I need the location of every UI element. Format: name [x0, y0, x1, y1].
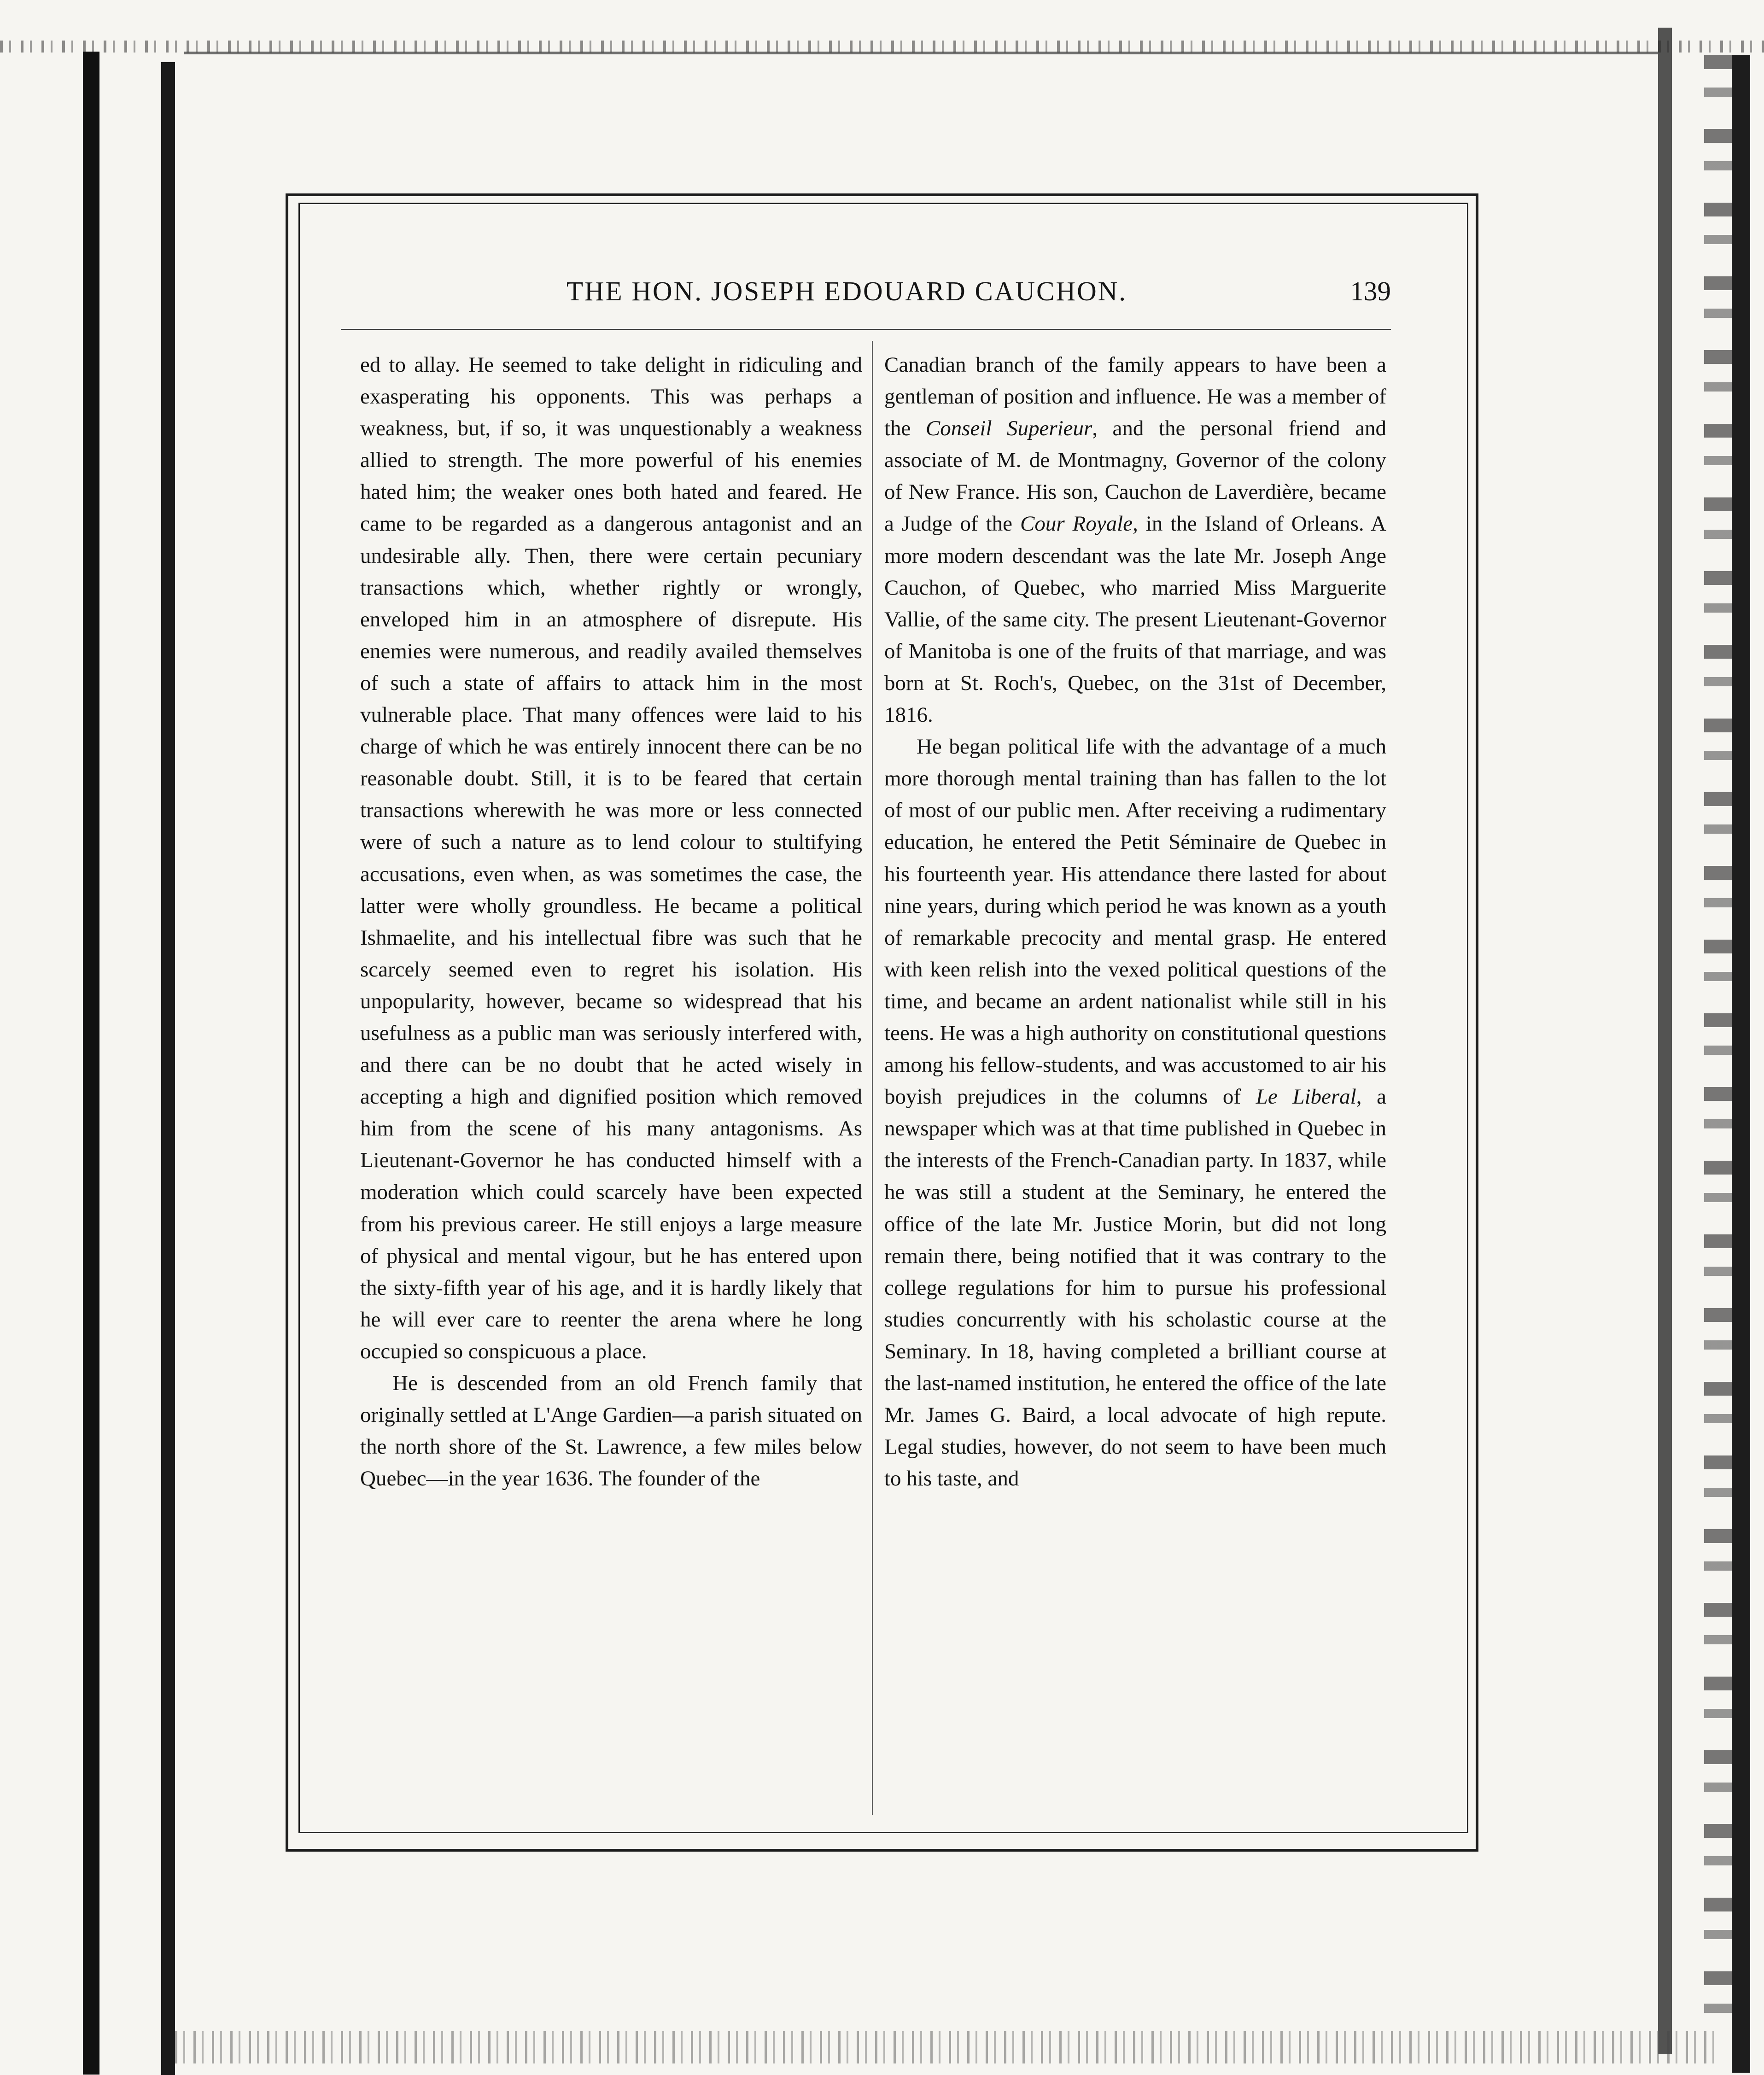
- column-divider: [872, 341, 873, 1815]
- text-run: He began political life with the advantage of a much more thorough mental training than has fallen to the lot of most of our public men. After receiving a rudimentary education, he entered the Petit Séminaire de Quebec in his fourteenth year. His attendance there lasted for about nine years, during which period he was known as a youth of remarkable precocity and mental grasp. He entered with keen relish into the vexed political questions of the time, and became an ardent nationalist while still in his teens. He was a high authority on constitutional questions among his fellow-students, and was accustomed to air his boyish prejudices in the columns of: [884, 735, 1386, 1109]
- text-run: Canadian branch of the family appears to have been a gentleman of position and influence. He was a member of the: [884, 353, 1386, 441]
- left-column: [360, 349, 862, 1828]
- page-number: 139: [1350, 276, 1391, 306]
- right-paragraph-1: [884, 349, 1386, 731]
- text-run: , in the Island of Orleans. A more modern descendant was the late Mr. Joseph Ange Cauchon, of Quebec, who married Miss Marguerite Vallie, of the same city. The present Lieutenant-Governor of Manitoba is one of the fruits of that marriage, and was born at St. Roch's, Quebec, on the 31st of December, 1816.: [884, 512, 1386, 727]
- italic-term: Cour Royale: [1020, 512, 1133, 536]
- page-header: [341, 275, 1391, 319]
- scan-top-edge: [0, 41, 1764, 53]
- left-paragraph-2: He is descended from an old French family that originally settled at L'Ange Gardien—a parish situated on the north shore of the St. Lawrence, a few miles below Quebec—in the year 1636. The founder of the: [360, 1371, 862, 1491]
- scan-right-strip: [1658, 28, 1672, 2054]
- text-run: , and the personal friend and associate of M. de Montmagny, Governor of the colony of New France. His son, Cauchon de Laverdière, became a Judge of the: [884, 416, 1386, 536]
- scan-right-edge: [1732, 55, 1750, 2073]
- scan-left-bar-inner: [161, 62, 175, 2075]
- right-paragraph-2: [884, 731, 1386, 1495]
- scan-left-bar: [83, 52, 99, 2075]
- text-run: , a newspaper which was at that time published in Quebec in the interests of the French-Canadian party. In 1837, while he was still a student at the Seminary, he entered the office of the late Mr. Justice Morin, but did not long remain there, being notified that it was contrary to the college regulations for him to pursue his professional studies concurrently with his scholastic course at the Seminary. In 18, having completed a brilliant course at the last-named institution, he entered the office of the late Mr. James G. Baird, a local advocate of high repute. Legal studies, however, do not seem to have been much to his taste, and: [884, 1085, 1386, 1491]
- left-paragraph-1: ed to allay. He seemed to take delight in ridiculing and exasperating his opponents. This was perhaps a weakness, but, if so, it was unquestionably a weakness allied to strength. The more powerful of his enemies hated him; the weaker ones both hated and feared. He came to be regarded as a dangerous antagonist and an undesirable ally. Then, there were certain pecuniary transactions which, whether rightly or wrongly, enveloped him in an atmosphere of disrepute. His enemies were numerous, and readily availed themselves of such a state of affairs to attack him in the most vulnerable place. That many offences were laid to his charge of which he was entirely innocent there can be no reasonable doubt. Still, it is to be feared that certain transactions wherewith he was more or less connected were of such a nature as to lend colour to stultifying accusations, even when, as was sometimes the case, the latter were wholly groundless. He became a political Ishmaelite, and his intellectual fibre was such that he scarcely seemed even to regret his isolation. His unpopularity, however, became so widespread that his usefulness as a public man was seriously interfered with, and there can be no doubt that he acted wisely in accepting a high and dignified position which removed him from the scene of his many antagonisms. As Lieutenant-Governor he has conducted himself with a moderation which could scarcely have been expected from his previous career. He still enjoys a large measure of physical and mental vigour, but he has entered upon the sixty-fifth year of his age, and it is hardly likely that he will ever care to reenter the arena where he long occupied so conspicuous a place.: [360, 353, 862, 1363]
- italic-term: Conseil Superieur: [925, 416, 1092, 441]
- scan-right-noise: [1704, 55, 1732, 2036]
- scan-bottom-edge: [175, 2031, 1718, 2063]
- running-title: THE HON. JOSEPH EDOUARD CAUCHON.: [567, 276, 1127, 306]
- right-column: [884, 349, 1386, 1828]
- scan-top-line: [184, 52, 1658, 54]
- italic-term: Le Liberal: [1256, 1085, 1356, 1109]
- header-rule: [341, 329, 1391, 330]
